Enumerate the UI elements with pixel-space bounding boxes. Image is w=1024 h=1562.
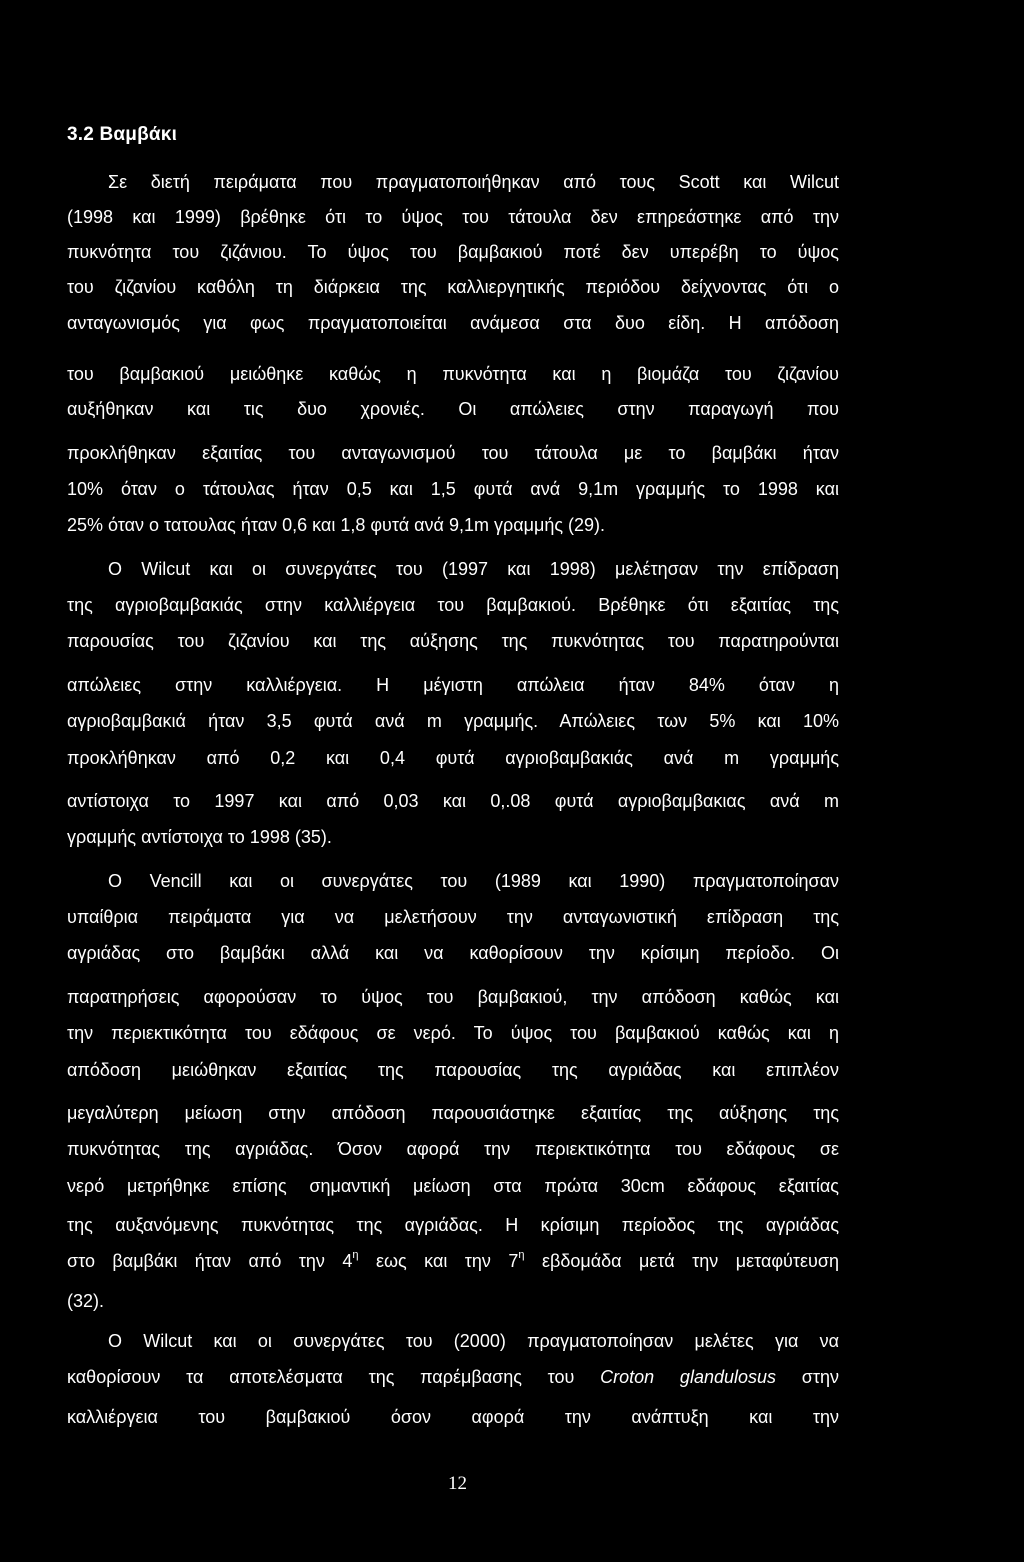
page-number: 12 xyxy=(448,1473,467,1494)
ordinal-superscript: η xyxy=(518,1249,525,1261)
text-line: προκλήθηκαν από 0,2 και 0,4 φυτά αγριοβαμβακιάς ανά m γραμμής xyxy=(67,748,839,768)
text-line: παρουσίας του ζιζανίου και της αύξησης της πυκνότητας του παρατηρούνται xyxy=(67,631,839,651)
text-line: αντίστοιχα το 1997 και από 0,03 και 0,.08 φυτά αγριοβαμβακιας ανά m xyxy=(67,791,839,811)
ordinal-superscript: η xyxy=(352,1249,359,1261)
text-line: (1998 και 1999) βρέθηκε ότι το ύψος του τάτουλα δεν επηρεάστηκε από την xyxy=(67,207,839,227)
text-line: νερό μετρήθηκε επίσης σημαντική μείωση στα πρώτα 30cm εδάφους εξαιτίας xyxy=(67,1176,839,1196)
section-heading: 3.2 Βαμβάκι xyxy=(67,124,178,145)
text-line: 25% όταν ο τατουλας ήταν 0,6 και 1,8 φυτά ανά 9,1m γραμμής (29). xyxy=(67,515,606,535)
text-line: πυκνότητας της αγριάδας. Όσον αφορά την περιεκτικότητα του εδάφους σε xyxy=(67,1139,839,1159)
text-line: Ο Wilcut και οι συνεργάτες του (1997 και 1998) μελέτησαν την επίδραση xyxy=(108,559,839,579)
text-line: της αυξανόμενης πυκνότητας της αγριάδας. Η κρίσιμη περίοδος της αγριάδας xyxy=(67,1215,839,1235)
text-line: αυξήθηκαν και τις δυο χρονιές. Οι απώλειες στην παραγωγή που xyxy=(67,399,839,419)
text-span: εβδομάδα μετά την μεταφύτευση xyxy=(524,1251,839,1271)
text-line: 10% όταν ο τάτουλας ήταν 0,5 και 1,5 φυτά ανά 9,1m γραμμής το 1998 και xyxy=(67,479,839,499)
species-name: Croton glandulosus xyxy=(600,1367,777,1387)
text-line: (32). xyxy=(67,1291,105,1311)
text-line: ανταγωνισμός για φως πραγματοποιείται ανάμεσα στα δυο είδη. Η απόδοση xyxy=(67,313,839,333)
text-span: εως και την 7 xyxy=(358,1251,519,1271)
text-line: υπαίθρια πειράματα για να μελετήσουν την ανταγωνιστική επίδραση της xyxy=(67,907,839,927)
text-span: στο βαμβάκι ήταν από την 4 xyxy=(67,1251,353,1271)
text-line: γραμμής αντίστοιχα το 1998 (35). xyxy=(67,827,332,847)
text-line xyxy=(67,1365,839,1389)
text-line xyxy=(67,1249,839,1273)
text-line: απόδοση μειώθηκαν εξαιτίας της παρουσίας της αγριάδας και επιπλέον xyxy=(67,1060,839,1080)
text-line: απώλειες στην καλλιέργεια. Η μέγιστη απώλεια ήταν 84% όταν η xyxy=(67,675,839,695)
text-span: καθορίσουν τα αποτελέσματα της παρέμβασης του xyxy=(67,1367,601,1387)
text-span: στην xyxy=(776,1367,840,1387)
text-line: Ο Vencill και οι συνεργάτες του (1989 και 1990) πραγματοποίησαν xyxy=(108,871,839,891)
text-line: της αγριοβαμβακιάς στην καλλιέργεια του βαμβακιού. Βρέθηκε ότι εξαιτίας της xyxy=(67,595,839,615)
text-line: καλλιέργεια του βαμβακιού όσον αφορά την ανάπτυξη και την xyxy=(67,1407,839,1427)
text-line: αγριοβαμβακιά ήταν 3,5 φυτά ανά m γραμμής. Απώλειες των 5% και 10% xyxy=(67,711,839,731)
text-line: του ζιζανίου καθόλη τη διάρκεια της καλλιεργητικής περιόδου δείχνοντας ότι ο xyxy=(67,277,839,297)
text-line: την περιεκτικότητα του εδάφους σε νερό. Το ύψος του βαμβακιού καθώς και η xyxy=(67,1023,839,1043)
text-line: πυκνότητα του ζιζάνιου. Το ύψος του βαμβακιού ποτέ δεν υπερέβη το ύψος xyxy=(67,242,839,262)
text-line: Σε διετή πειράματα που πραγματοποιήθηκαν από τους Scott και Wilcut xyxy=(108,172,839,192)
text-line: Ο Wilcut και οι συνεργάτες του (2000) πραγματοποίησαν μελέτες για να xyxy=(108,1331,839,1351)
text-line: παρατηρήσεις αφορούσαν το ύψος του βαμβακιού, την απόδοση καθώς και xyxy=(67,987,839,1007)
text-line: μεγαλύτερη μείωση στην απόδοση παρουσιάστηκε εξαιτίας της αύξησης της xyxy=(67,1103,839,1123)
text-line: προκλήθηκαν εξαιτίας του ανταγωνισμού του τάτουλα με το βαμβάκι ήταν xyxy=(67,443,839,463)
text-line: του βαμβακιού μειώθηκε καθώς η πυκνότητα και η βιομάζα του ζιζανίου xyxy=(67,364,839,384)
text-line: αγριάδας στο βαμβάκι αλλά και να καθορίσουν την κρίσιμη περίοδο. Οι xyxy=(67,943,839,963)
